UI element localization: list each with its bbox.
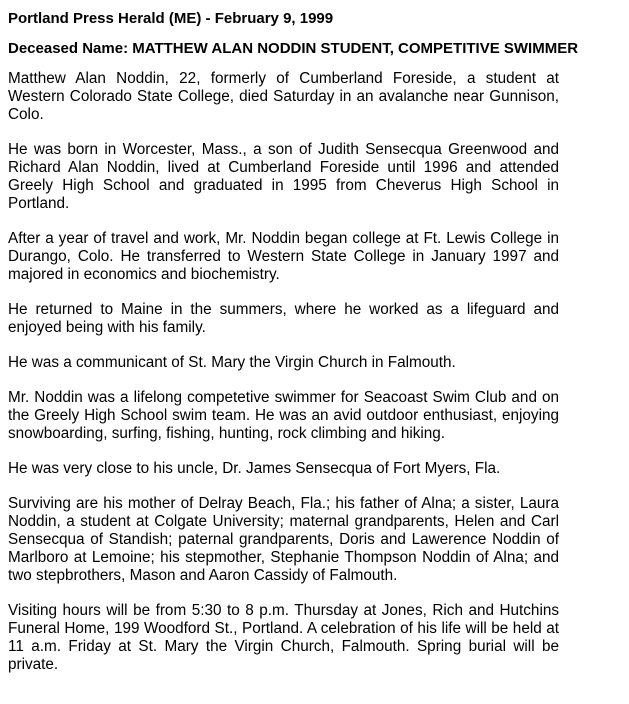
paragraph-church: He was a communicant of St. Mary the Virgin Church in Falmouth. xyxy=(8,354,456,371)
paragraph-uncle: He was very close to his uncle, Dr. James Sensecqua of Fort Myers, Fla. xyxy=(8,460,501,477)
paragraph-summers: He returned to Maine in the summers, where he worked as a lifeguard and enjoyed being with his family. xyxy=(8,301,559,336)
paragraph-services: Visiting hours will be from 5:30 to 8 p.m. Thursday at Jones, Rich and Hutchins Funeral Home, 199 Woodford St., Portland. A celebration of his life will be held at 11 a.m. Friday at St. Mary the Virgin Church, Falmouth. Spring burial will be private. xyxy=(8,602,559,673)
paragraph-swimming: Mr. Noddin was a lifelong competetive swimmer for Seacoast Swim Club and on the Greely High School swim team. He was an avid outdoor enthusiast, enjoying snowboarding, surfing, fishing, hunting, rock climbing and hiking. xyxy=(8,389,559,442)
deceased-name-heading: Deceased Name: MATTHEW ALAN NODDIN STUDENT, COMPETITIVE SWIMMER xyxy=(8,40,579,57)
source-heading: Portland Press Herald (ME) - February 9, 1999 xyxy=(8,10,334,27)
paragraph-survivors: Surviving are his mother of Delray Beach, Fla.; his father of Alna; a sister, Laura Noddin, a student at Colgate University; maternal grandparents, Helen and Carl Sensecqua of Standish; paternal grandparents, Doris and Lawerence Noddin of Marlboro at Lemoine; his stepmother, Stephanie Thompson Noddin of Alna; and two stepbrothers, Mason and Aaron Cassidy of Falmouth. xyxy=(8,495,559,584)
paragraph-death-notice: Matthew Alan Noddin, 22, formerly of Cumberland Foreside, a student at Western Colorado State College, died Saturday in an avalanche near Gunnison, Colo. xyxy=(8,70,559,123)
paragraph-college: After a year of travel and work, Mr. Noddin began college at Ft. Lewis College in Durango, Colo. He transferred to Western State College in January 1997 and majored in economics and biochemistry. xyxy=(8,230,559,283)
paragraph-biography: He was born in Worcester, Mass., a son of Judith Sensecqua Greenwood and Richard Alan Noddin, lived at Cumberland Foreside until 1996 and attended Greely High School and graduated in 1995 from Cheverus High School in Portland. xyxy=(8,141,559,212)
